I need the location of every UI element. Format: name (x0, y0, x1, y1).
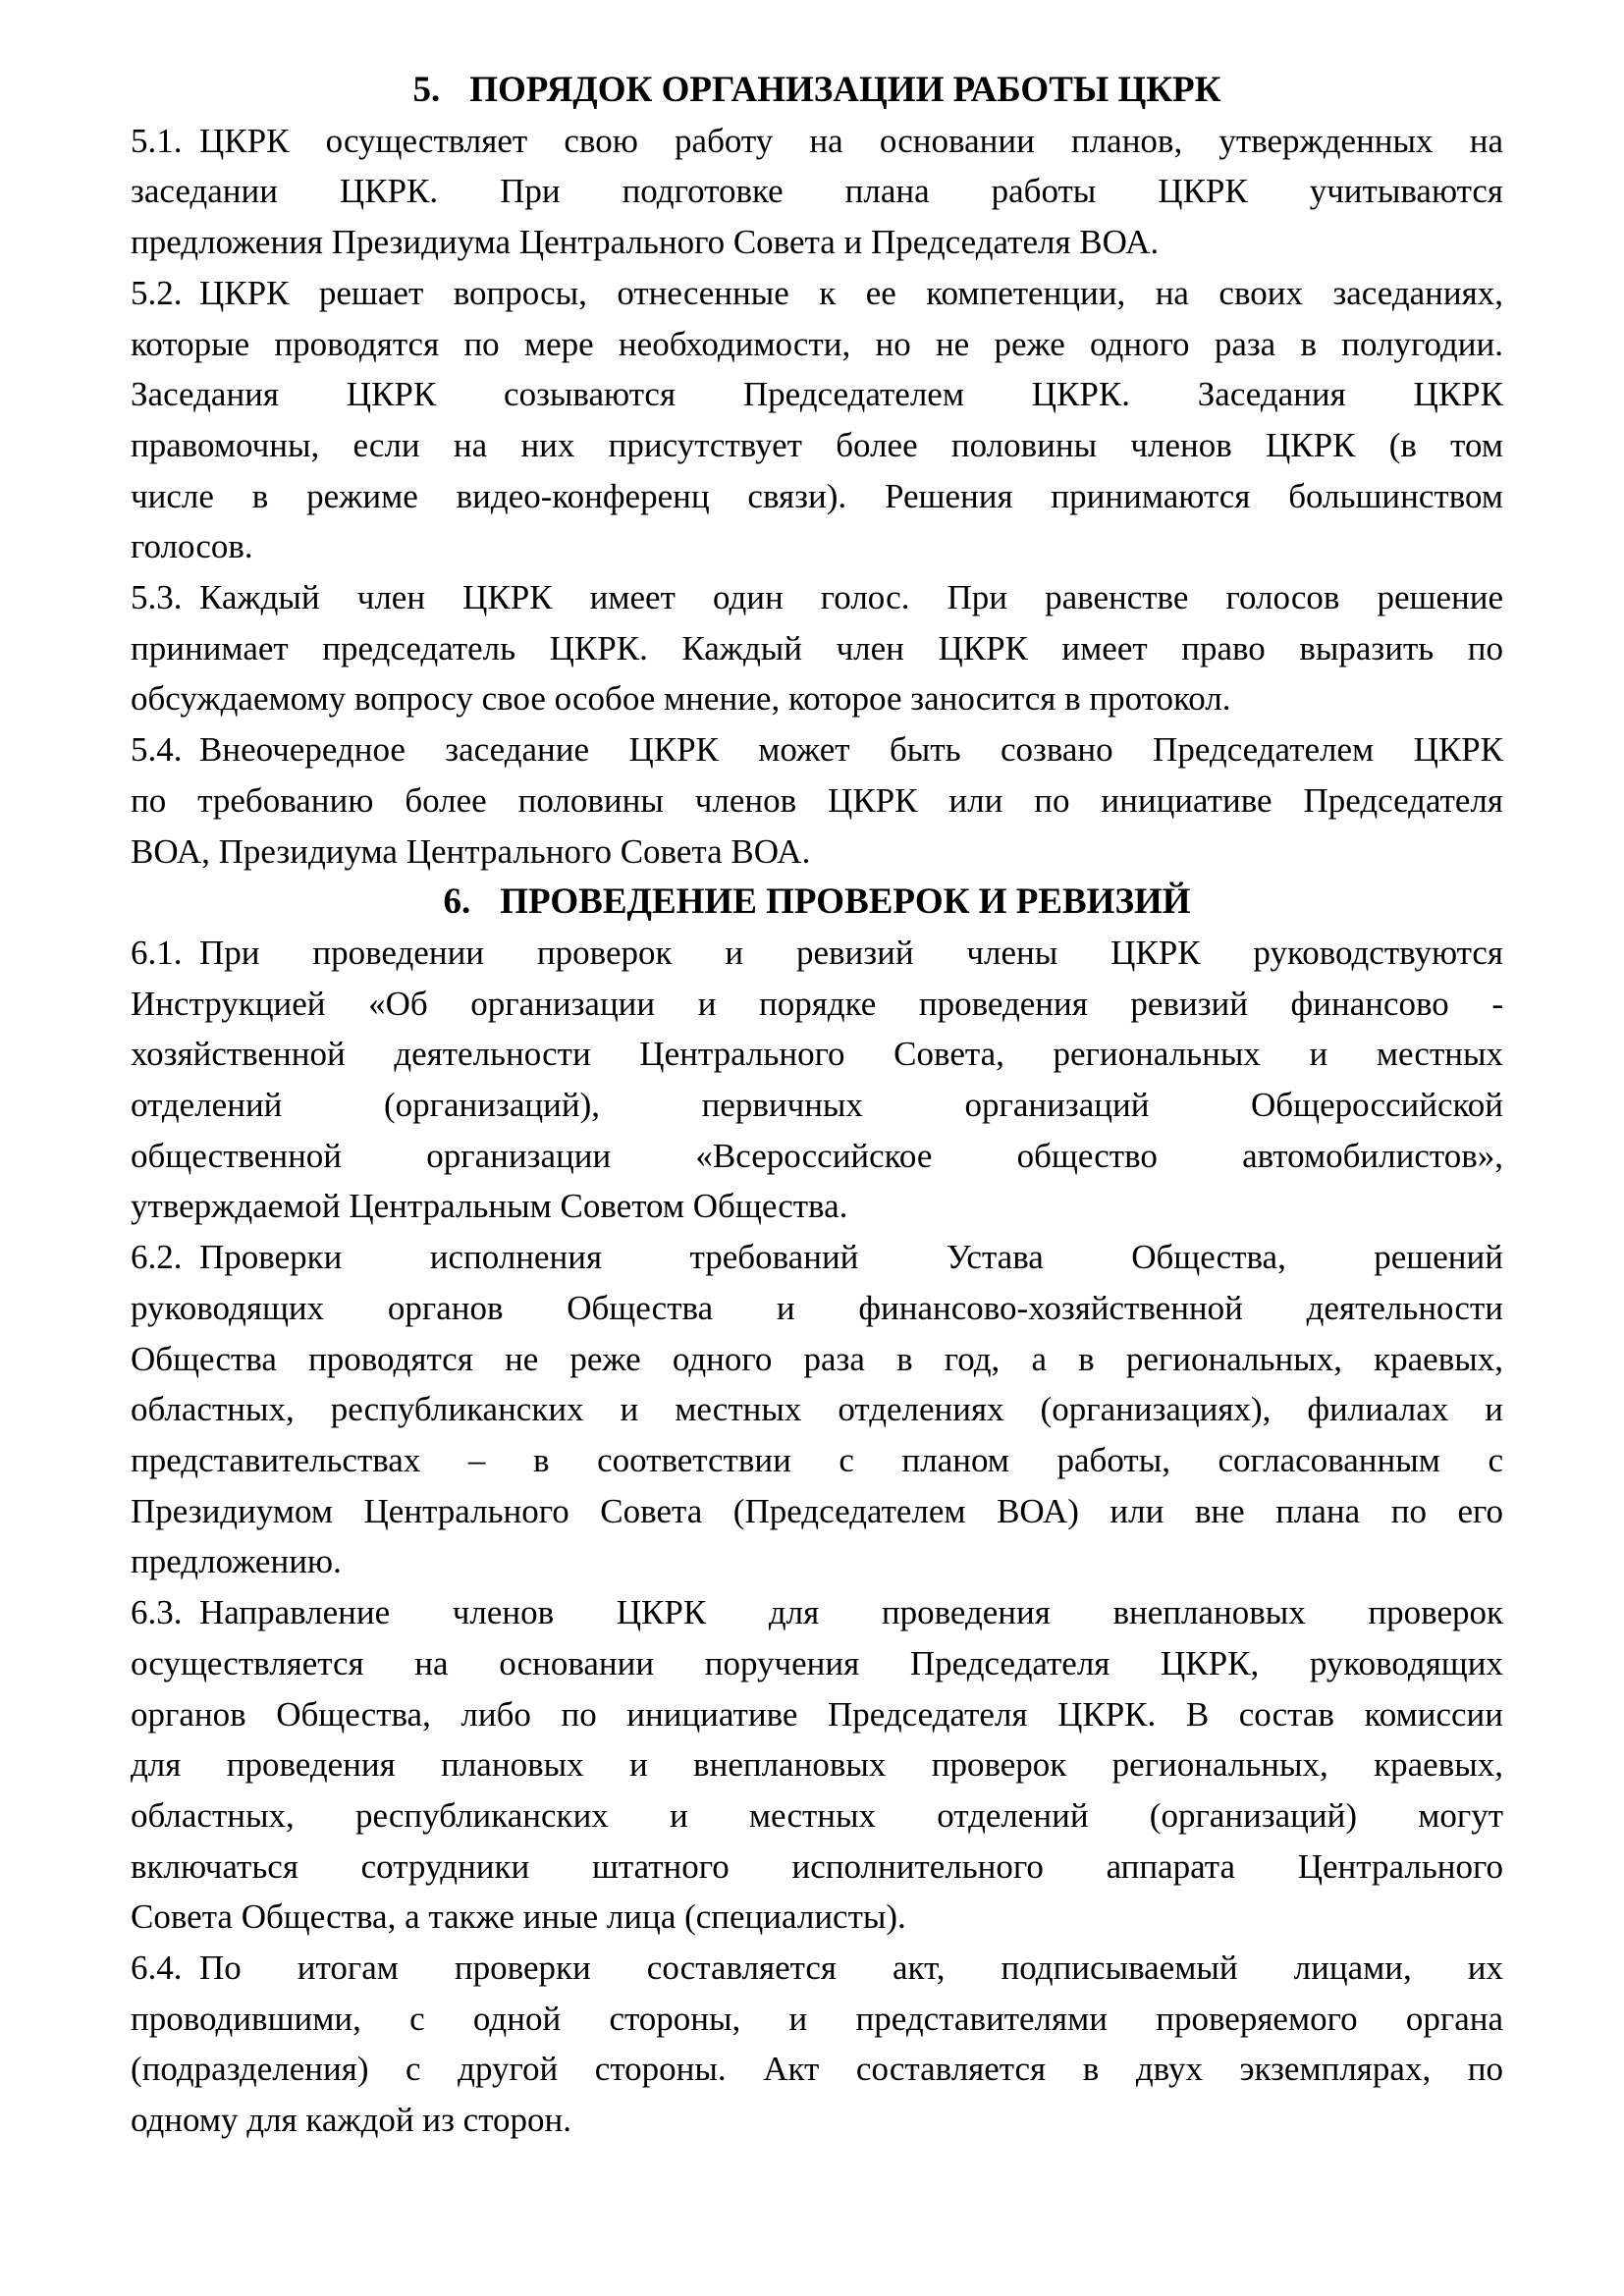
paragraph-line (131, 623, 1503, 674)
paragraph-line (131, 572, 1503, 623)
section-heading-number: 6. (443, 881, 471, 923)
paragraph-line (131, 1943, 1503, 1994)
paragraph-number: 6.4. (131, 1949, 183, 1988)
paragraph-line (131, 1536, 1503, 1587)
paragraph-line-text: голосов. (131, 527, 253, 566)
paragraph-line (131, 827, 1503, 878)
paragraph-line-text: хозяйственной деятельности Центрального Совета, региональных и местных (131, 1035, 1503, 1074)
paragraph-line-text: по требованию более половины членов ЦКРК или по инициативе Председателя (131, 780, 1503, 820)
paragraph-number: 5.3. (131, 578, 183, 617)
paragraph-line (131, 217, 1503, 268)
paragraph-line-text: Совета Общества, а также иные лица (специалисты). (131, 1897, 906, 1937)
paragraph-line-text: принимает председатель ЦКРК. Каждый член ЦКРК имеет право выразить по (131, 628, 1503, 667)
paragraph-number: 6.1. (131, 933, 183, 972)
paragraph-line (131, 1842, 1503, 1893)
paragraph-line (131, 1384, 1503, 1435)
paragraph-line (131, 1790, 1503, 1842)
paragraph-line-text: которые проводятся по мере необходимости, но не реже одного раза в полугодии. (131, 324, 1503, 363)
paragraph-line (131, 369, 1503, 420)
paragraph-line-text: Общества проводятся не реже одного раза в год, а в региональных, краевых, (131, 1339, 1503, 1378)
section-heading-title: ПОРЯДОК ОРГАНИЗАЦИИ РАБОТЫ ЦКРК (469, 70, 1221, 110)
paragraph-line-text: (подразделения) с другой стороны. Акт составляется в двух экземплярах, по (131, 2050, 1503, 2089)
paragraph-line-text: утверждаемой Центральным Советом Общества. (131, 1187, 848, 1226)
section-heading-number: 5. (412, 70, 441, 110)
paragraph-line (131, 673, 1503, 724)
section-heading (131, 65, 1503, 116)
paragraph-line-text: Проверки исполнения требований Устава Общества, решений (199, 1238, 1503, 1277)
paragraph-line (131, 1435, 1503, 1486)
paragraph-line (131, 1232, 1503, 1283)
paragraph-line (131, 1131, 1503, 1182)
paragraph-line (131, 1689, 1503, 1740)
paragraph-line-text: руководящих органов Общества и финансово-хозяйственной деятельности (131, 1288, 1503, 1327)
paragraph-line-text: заседании ЦКРК. При подготовке плана работы ЦКРК учитываются (131, 172, 1503, 211)
paragraph-line (131, 1029, 1503, 1080)
paragraph-line-text: включаться сотрудники штатного исполнительного аппарата Центрального (131, 1846, 1503, 1886)
paragraph-line (131, 268, 1503, 319)
paragraph-number: 5.1. (131, 121, 183, 160)
paragraph-line (131, 1638, 1503, 1689)
paragraph-line-text: Внеочередное заседание ЦКРК может быть созвано Председателем ЦКРК (199, 730, 1503, 770)
paragraph-line (131, 2044, 1503, 2095)
paragraph-line (131, 979, 1503, 1030)
paragraph-line (131, 2095, 1503, 2146)
paragraph-line-text: осуществляется на основании поручения Председателя ЦКРК, руководящих (131, 1643, 1503, 1682)
paragraph-line-text: предложения Президиума Центрального Совета и Председателя ВОА. (131, 223, 1160, 262)
paragraph-line-text: проводившими, с одной стороны, и представителями проверяемого органа (131, 1999, 1503, 2038)
paragraph-line (131, 521, 1503, 572)
paragraph-line-text: обсуждаемому вопросу свое особое мнение, которое заносится в протокол. (131, 679, 1231, 719)
paragraph-line (131, 420, 1503, 471)
paragraph-line (131, 1892, 1503, 1943)
paragraph-number: 6.3. (131, 1593, 183, 1632)
paragraph-line (131, 1334, 1503, 1385)
paragraph-line (131, 1080, 1503, 1131)
paragraph-line (131, 724, 1503, 775)
paragraph-line (131, 1587, 1503, 1638)
paragraph-line-text: одному для каждой из сторон. (131, 2101, 572, 2140)
paragraph-line-text: отделений (организаций), первичных организаций Общероссийской (131, 1086, 1503, 1125)
paragraph-line-text: Инструкцией «Об организации и порядке проведения ревизий финансово - (131, 984, 1503, 1023)
paragraph-line-text: ЦКРК решает вопросы, отнесенные к ее компетенции, на своих заседаниях, (199, 273, 1503, 312)
paragraph-line-text: Каждый член ЦКРК имеет один голос. При равенстве голосов решение (199, 578, 1503, 617)
paragraph-number: 5.2. (131, 273, 183, 312)
paragraph-line-text: Заседания ЦКРК созываются Председателем ЦКРК. Заседания ЦКРК (131, 375, 1503, 414)
paragraph-line (131, 116, 1503, 167)
paragraph-line (131, 1283, 1503, 1334)
paragraph-line-text: органов Общества, либо по инициативе Председателя ЦКРК. В состав комиссии (131, 1694, 1503, 1734)
paragraph-line-text: Направление членов ЦКРК для проведения внеплановых проверок (199, 1593, 1503, 1632)
paragraph-line (131, 1739, 1503, 1790)
paragraph-line (131, 928, 1503, 979)
section-heading-title: ПРОВЕДЕНИЕ ПРОВЕРОК И РЕВИЗИЙ (500, 881, 1191, 923)
paragraph-line-text: Президиумом Центрального Совета (Председателем ВОА) или вне плана по его (131, 1491, 1503, 1530)
paragraph-line-text: ЦКРК осуществляет свою работу на основании планов, утвержденных на (199, 121, 1503, 160)
paragraph-number: 6.2. (131, 1238, 183, 1277)
paragraph-line-text: предложению. (131, 1542, 342, 1581)
paragraph-line-text: общественной организации «Всероссийское общество автомобилистов», (131, 1136, 1503, 1175)
paragraph-line (131, 166, 1503, 217)
paragraph-line-text: представительствах – в соответствии с планом работы, согласованным с (131, 1440, 1503, 1479)
paragraph-line-text: При проведении проверок и ревизий члены ЦКРК руководствуются (199, 933, 1503, 972)
document-content (131, 65, 1503, 2146)
paragraph-line-text: ВОА, Президиума Центрального Совета ВОА. (131, 831, 811, 871)
paragraph-line-text: числе в режиме видео-конференц связи). Решения принимаются большинством (131, 476, 1503, 515)
paragraph-line-text: областных, республиканских и местных отделениях (организациях), филиалах и (131, 1390, 1503, 1429)
section-heading (131, 877, 1503, 928)
paragraph-line-text: областных, республиканских и местных отделений (организаций) могут (131, 1795, 1503, 1835)
paragraph-line (131, 1486, 1503, 1537)
paragraph-line (131, 319, 1503, 370)
paragraph-line-text: По итогам проверки составляется акт, подписываемый лицами, их (199, 1949, 1503, 1988)
paragraph-line (131, 775, 1503, 827)
paragraph-line (131, 1994, 1503, 2045)
paragraph-line (131, 1181, 1503, 1232)
paragraph-line (131, 471, 1503, 522)
paragraph-line-text: правомочны, если на них присутствует более половины членов ЦКРК (в том (131, 425, 1503, 464)
paragraph-line-text: для проведения плановых и внеплановых проверок региональных, краевых, (131, 1745, 1503, 1785)
paragraph-number: 5.4. (131, 730, 183, 770)
